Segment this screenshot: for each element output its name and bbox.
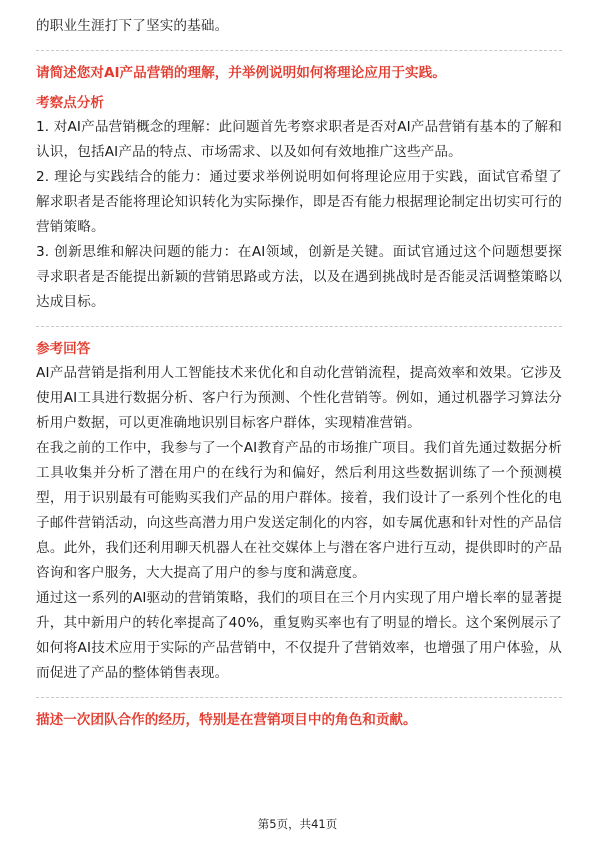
- divider: [36, 326, 562, 327]
- question-2: 描述一次团队合作的经历，特别是在营销项目中的角色和贡献。: [36, 712, 417, 728]
- divider: [36, 50, 562, 51]
- answer-paragraph: 在我之前的工作中，我参与了一个AI教育产品的市场推广项目。我们首先通过数据分析工具收集并分析了潜在用户的在线行为和偏好，然后利用这些数据训练了一个预测模型，用于识别最有可能购买我们产品的用户群体。接着，我们设计了一系列个性化的电子邮件营销活动，向这些高潜力用户发送定制化的内容，如专属优惠和针对性的产品信息。此外，我们还利用聊天机器人在社交媒体上与潜在客户进行互动，提供即时的产品咨询和客户服务，大大提高了用户的参与度和满意度。: [36, 440, 562, 581]
- analysis-title: 考察点分析: [36, 95, 104, 111]
- intro-tail-text: 的职业生涯打下了坚实的基础。: [36, 18, 229, 34]
- divider: [36, 697, 562, 698]
- answer-paragraph: AI产品营销是指利用人工智能技术来优化和自动化营销流程，提高效率和效果。它涉及使用AI工具进行数据分析、客户行为预测、个性化营销等。例如，通过机器学习算法分析用户数据，可以更准确地识别目标客户群体，实现精准营销。: [36, 365, 562, 431]
- page-footer: 第5页，共41页: [257, 817, 338, 831]
- question-1: 请简述您对AI产品营销的理解，并举例说明如何将理论应用于实践。: [36, 65, 446, 81]
- answer-paragraph: 通过这一系列的AI驱动的营销策略，我们的项目在三个月内实现了用户增长率的显著提升，其中新用户的转化率提高了40%，重复购买率也有了明显的增长。这个案例展示了如何将AI技术应用于实际的产品营销中，不仅提升了营销效率，也增强了用户体验，从而促进了产品的整体销售表现。: [36, 590, 562, 681]
- answer-title: 参考回答: [36, 341, 91, 357]
- page-content: [36, 14, 562, 732]
- analysis-point: 3. 创新思维和解决问题的能力：在AI领域，创新是关键。面试官通过这个问题想要探寻求职者是否能提出新颖的营销思路或方法，以及在遇到挑战时是否能灵活调整策略以达成目标。: [36, 244, 562, 310]
- analysis-point: 1. 对AI产品营销概念的理解：此问题首先考察求职者是否对AI产品营销有基本的了解和认识，包括AI产品的特点、市场需求、以及如何有效地推广这些产品。: [36, 119, 562, 160]
- analysis-point: 2. 理论与实践结合的能力：通过要求举例说明如何将理论应用于实践，面试官希望了解求职者是否能将理论知识转化为实际操作，即是否有能力根据理论制定出切实可行的营销策略。: [36, 169, 562, 235]
